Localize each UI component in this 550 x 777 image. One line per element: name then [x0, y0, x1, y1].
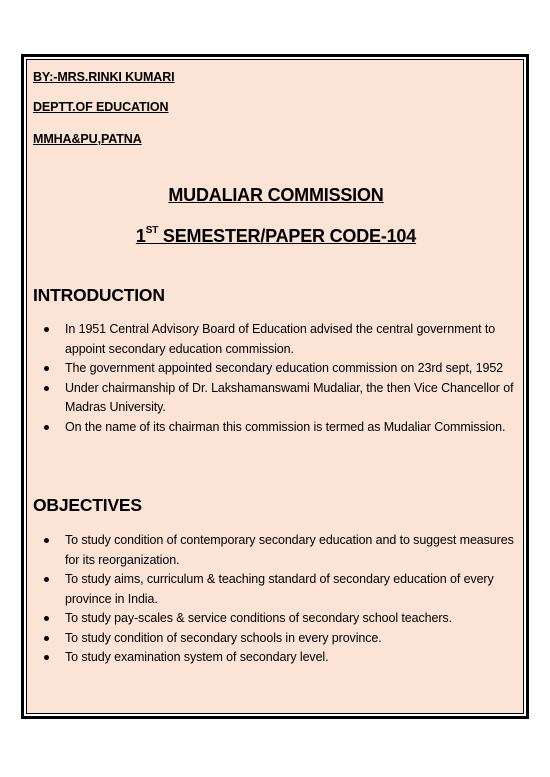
introduction-heading: INTRODUCTION [33, 285, 165, 305]
bullet-icon [44, 386, 49, 391]
semester-number: 1 [135, 226, 146, 246]
list-item: On the name of its chairman this commission is termed as Mudaliar Commission. [31, 418, 517, 438]
bullet-icon [44, 616, 49, 621]
list-item: In 1951 Central Advisory Board of Education advised the central government to appoint secondary education commission. [31, 320, 517, 359]
list-item: Under chairmanship of Dr. Lakshamanswami Mudaliar, the then Vice Chancellor of Madras University. [31, 379, 517, 418]
document-subtitle [31, 223, 521, 246]
objectives-list [31, 531, 517, 668]
institution-name: MMHA&PU,PATNA [33, 132, 142, 146]
introduction-list [31, 320, 517, 437]
list-item: The government appointed secondary education commission on 23rd sept, 1952 [31, 359, 517, 379]
bullet-icon [44, 636, 49, 641]
semester-paper-code: SEMESTER/PAPER CODE-104 [158, 226, 417, 246]
list-item: To study aims, curriculum & teaching standard of secondary education of every province in India. [31, 570, 517, 609]
document-title: MUDALIAR COMMISSION [168, 185, 384, 205]
list-item: To study pay-scales & service conditions of secondary school teachers. [31, 609, 517, 629]
bullet-icon [44, 327, 49, 332]
list-item: To study condition of secondary schools in every province. [31, 629, 517, 649]
department-name: DEPTT.OF EDUCATION [33, 100, 169, 114]
bullet-icon [44, 538, 49, 543]
author-name: BY:-MRS.RINKI KUMARI [33, 70, 175, 84]
objectives-heading: OBJECTIVES [33, 495, 142, 515]
bullet-icon [44, 425, 49, 430]
document-body [31, 60, 521, 708]
bullet-icon [44, 577, 49, 582]
bullet-icon [44, 366, 49, 371]
semester-ordinal-suffix: ST [145, 225, 159, 236]
list-item: To study examination system of secondary level. [31, 648, 517, 668]
list-item: To study condition of contemporary secondary education and to suggest measures for its reorganization. [31, 531, 517, 570]
bullet-icon [44, 655, 49, 660]
